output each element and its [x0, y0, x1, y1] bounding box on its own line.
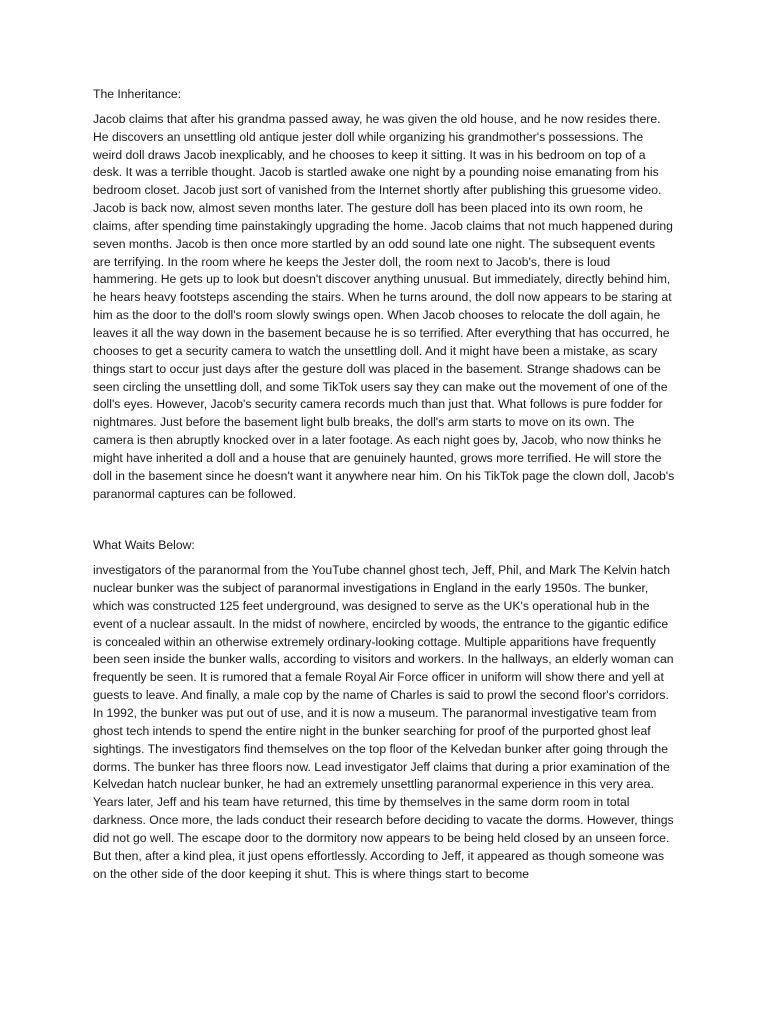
section-body: investigators of the paranormal from the YouTube channel ghost tech, Jeff, Phil, and Mark The Kelvin hatch nuclear bunker was the subject of paranormal investigations in England in the early 1950s. The bunker, which was constructed 125 feet underground, was designed to serve as the UK's operational hub in the event of a nuclear assault. In the midst of nowhere, encircled by woods, the entrance to the gigantic edifice is concealed within an otherwise extremely ordinary-looking cottage. Multiple apparitions have frequently been seen inside the bunker walls, according to visitors and workers. In the hallways, an elderly woman can frequently be seen. It is rumored that a female Royal Air Force officer in uniform will show there and yell at guests to leave. And finally, a male cop by the name of Charles is said to prowl the second floor's corridors. In 1992, the bunker was put out of use, and it is now a museum. The paranormal investigative team from ghost tech intends to spend the entire night in the bunker searching for proof of the purported ghost leaf sightings. The investigators find themselves on the top floor of the Kelvedan bunker after going through the dorms. The bunker has three floors now. Lead investigator Jeff claims that during a prior examination of the Kelvedan hatch nuclear bunker, he had an extremely unsettling paranormal experience in this very area. Years later, Jeff and his team have returned, this time by themselves in the same dorm room in total darkness. Once more, the lads conduct their research before deciding to vacate the dorms. However, things did not go well. The escape door to the dormitory now appears to be being held closed by an unseen force. But then, after a kind plea, it just opens effortlessly. According to Jeff, it appeared as though someone was on the other side of the door keeping it shut. This is where things start to become — [93, 563, 674, 881]
section-what-waits-below — [93, 537, 675, 883]
section-the-inheritance — [93, 86, 675, 503]
section-title: What Waits Below: — [93, 538, 195, 553]
section-title: The Inheritance: — [93, 87, 182, 101]
document-page — [93, 86, 675, 883]
section-body: Jacob claims that after his grandma passed away, he was given the old house, and he now resides there. He discovers an unsettling old antique jester doll while organizing his grandmother's possessions. The weird doll draws Jacob inexplicably, and he chooses to keep it sitting. It was in his bedroom on top of a desk. It was a terrible thought. Jacob is startled awake one night by a pounding noise emanating from his bedroom closet. Jacob just sort of vanished from the Internet shortly after publishing this gruesome video. Jacob is back now, almost seven months later. The gesture doll has been placed into its own room, he claims, after spending time painstakingly upgrading the home. Jacob claims that not much happened during seven months. Jacob is then once more startled by an odd sound late one night. The subsequent events are terrifying. In the room where he keeps the Jester doll, the room next to Jacob's, there is loud hammering. He gets up to look but doesn't discover anything unusual. But immediately, directly behind him, he hears heavy footsteps ascending the stairs. When he turns around, the doll now appears to be staring at him as the door to the doll's room slowly swings open. When Jacob chooses to relocate the doll again, he leaves it all the way down in the basement because he is so terrified. After everything that has occurred, he chooses to get a security camera to watch the unsettling doll. And it might have been a mistake, as scary things start to occur just days after the gesture doll was placed in the basement. Strange shadows can be seen circling the unsettling doll, and some TikTok users say they can make out the movement of one of the doll's eyes. However, Jacob's security camera records much than just that. What follows is pure fodder for nightmares. Just before the basement light bulb breaks, the doll's arm starts to move on its own. The camera is then abruptly knocked over in a later footage. As each night goes by, Jacob, who now thinks he might have inherited a doll and a house that are genuinely haunted, grows more terrified. He will store the doll in the basement since he doesn't want it anywhere near him. On his TikTok page the clown doll, Jacob's paranormal captures can be followed. — [93, 111, 675, 501]
